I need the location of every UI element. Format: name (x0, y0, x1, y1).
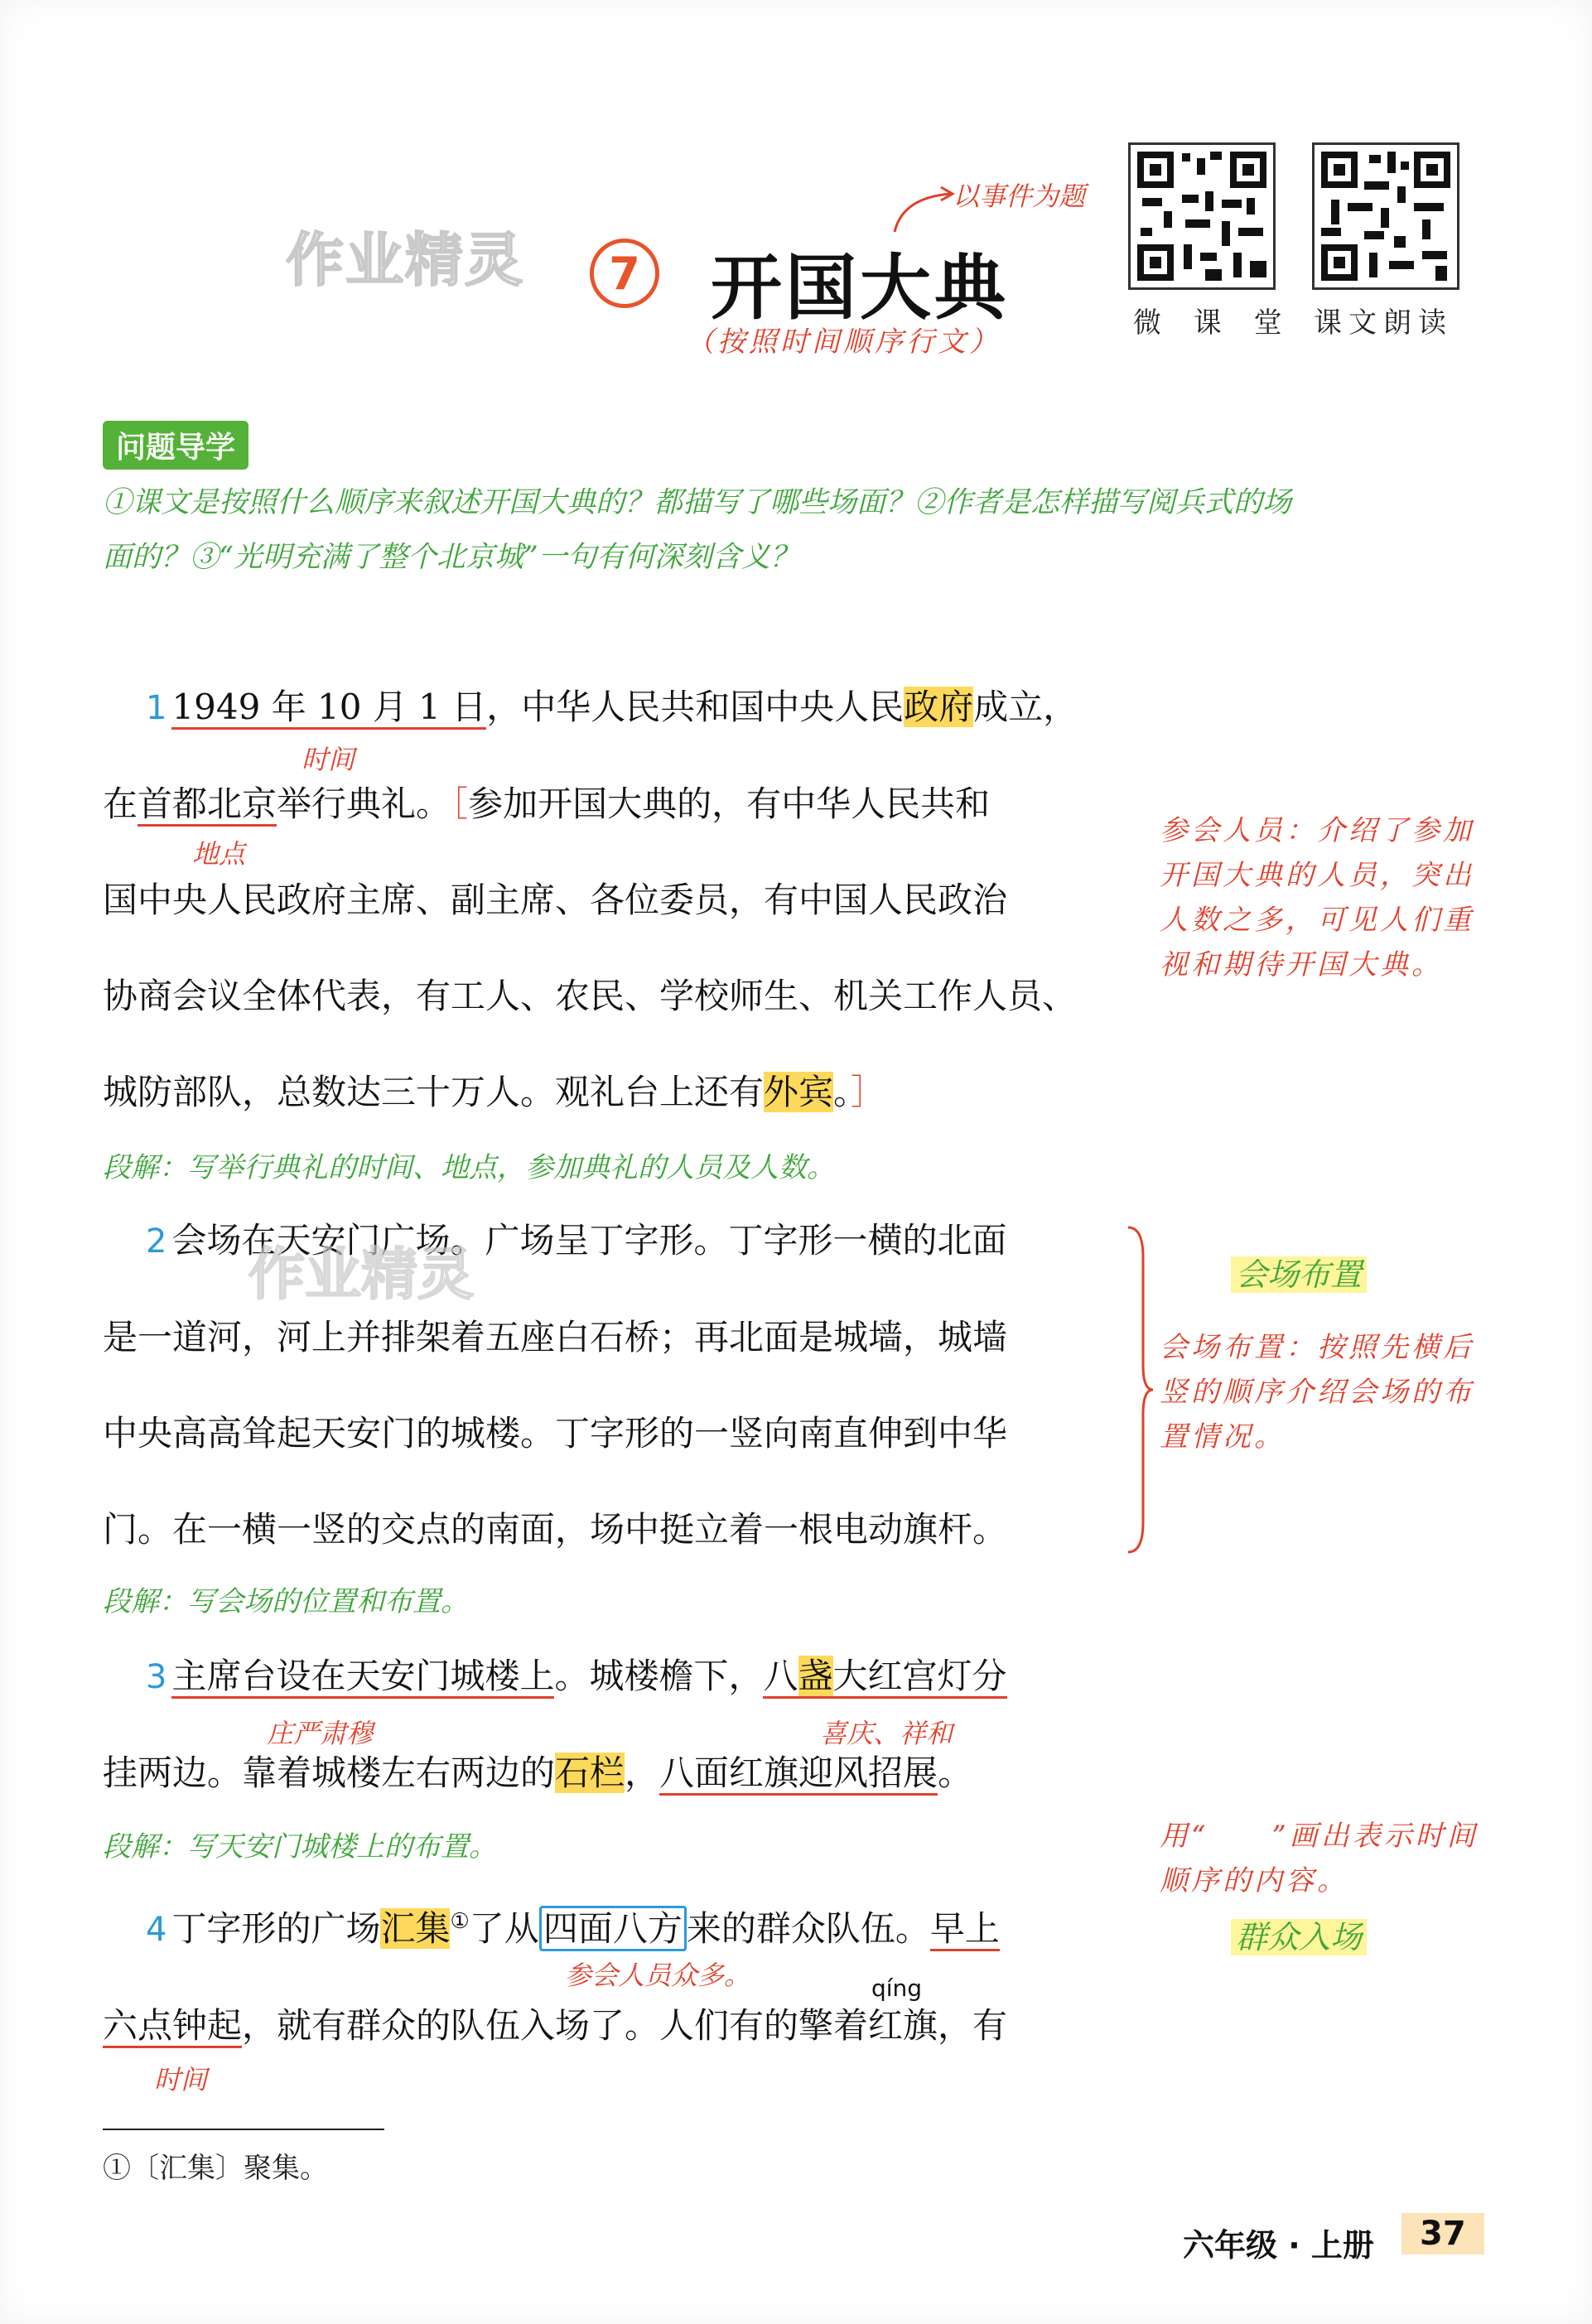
p3-underline-group (763, 1656, 1006, 1699)
p4-text: 擎着红旗，有 (798, 2005, 1008, 2046)
note-crowd: 参会人员众多。 (565, 1960, 751, 1991)
p4-underline: 六点钟起 (103, 2005, 242, 2048)
p3-text: 挂两边。靠着城楼左右两边的 (103, 1753, 556, 1793)
paragraph-number: 2 (146, 1222, 167, 1261)
p1-text: ，中华人民共和国中央人民 (486, 687, 905, 727)
grade-label: 六年级 · 上册 (1183, 2227, 1374, 2264)
p2-line2: 是一道河，河上并排架着五座白石桥；再北面是城墙，城墙 (103, 1317, 1008, 1357)
guide-question-line2: 面的？③“光明充满了整个北京城”一句有何深刻含义？ (103, 541, 799, 574)
p1-date: 1949 年 10 月 1 日 (171, 687, 486, 730)
p1-line3: 国中央人民政府主席、副主席、各位委员，有中国人民政治 (103, 880, 1008, 920)
guide-question-line1: ①课文是按照什么顺序来叙述开国大典的？都描写了哪些场面？②作者是怎样描写阅兵式的场 (103, 486, 1292, 519)
brace-icon (1123, 1224, 1156, 1555)
label-venue (1231, 1249, 1367, 1295)
p2-text: 会场在天安门广场。广场呈丁字形。丁字形一横的北面 (171, 1220, 1007, 1261)
bracket-close: ］ (851, 1072, 886, 1112)
page-number: 37 (1401, 2213, 1484, 2254)
p3-text: 。 (938, 1753, 973, 1793)
title-note: 以事件为题 (953, 181, 1086, 212)
p3-text: 八 (763, 1656, 798, 1696)
p3-summary: 段解：写天安门城楼上的布置。 (103, 1830, 497, 1864)
guide-tag: 问题导学 (103, 421, 248, 470)
p3-text: 。城楼檐下， (554, 1656, 764, 1696)
p1-text: 。 (833, 1072, 851, 1112)
note-time-2: 时间 (154, 2064, 208, 2095)
paragraph-number: 4 (146, 1911, 167, 1949)
p1-summary: 段解：写举行典礼的时间、地点，参加典礼的人员及人数。 (103, 1151, 835, 1184)
p4-underline: 早上 (930, 1908, 1000, 1951)
p2-line4: 门。在一横一竖的交点的南面，场中挺立着一根电动旗杆。 (103, 1509, 1008, 1550)
p1-line1 (103, 659, 1122, 756)
p4-text: 了从 (469, 1908, 539, 1949)
p3-text: 大红宫灯分 (832, 1656, 1007, 1696)
paragraph-number: 1 (146, 689, 167, 727)
p1-highlight: 外宾 (764, 1072, 834, 1112)
qr-label-micro-class: 微 课 堂 (1133, 306, 1294, 340)
p1-text: 参加开国大典的，有中华人民共和 (468, 784, 991, 824)
paragraph-number: 3 (146, 1658, 167, 1696)
side-note-instruction: 用“ ”画出表示时间顺序的内容。 (1160, 1820, 1479, 1897)
p3-line2 (103, 1725, 1122, 1821)
title-note-arrow-icon (886, 181, 961, 239)
lesson-title: 开国大典 (711, 246, 1009, 330)
note-solemn: 庄严肃穆 (267, 1718, 374, 1749)
bracket-open: ［ (451, 784, 469, 824)
qr-code-reading[interactable] (1312, 142, 1459, 290)
p1-highlight: 政府 (904, 687, 974, 727)
p3-line1 (103, 1628, 1122, 1725)
p4-highlight: 汇集 (380, 1908, 451, 1949)
p4-boxed: 四面八方 (539, 1906, 687, 1951)
p3-highlight: 盏 (798, 1656, 833, 1696)
qr-label-reading: 课文朗读 (1314, 306, 1453, 340)
p4-text: 来的群众队伍。 (686, 1908, 930, 1949)
watermark-overlay: 作业精灵 (248, 1242, 475, 1308)
side-note-venue: 会场布置：按照先横后竖的顺序介绍会场的布置情况。 (1160, 1331, 1474, 1454)
p2-line3: 中央高高耸起天安门的城楼。丁字形的一竖向南直伸到中华 (103, 1413, 1008, 1454)
note-time: 时间 (302, 744, 355, 775)
p3-underline: 主席台设在天安门城楼上 (171, 1656, 554, 1699)
lesson-number: 7 (590, 239, 659, 308)
p4-text: 丁字形的广场 (171, 1908, 381, 1949)
footnote-ref[interactable]: ① (450, 1909, 470, 1934)
pinyin-annotation: qíng (871, 1974, 923, 2002)
p1-text: 在 (103, 784, 138, 824)
p1-text: 举行典礼。 (277, 784, 451, 824)
label-crowd-entry (1231, 1912, 1367, 1957)
p1-line5 (103, 1044, 1122, 1140)
p3-highlight: 石栏 (555, 1753, 625, 1793)
paragraph-1 (103, 659, 1122, 1140)
footnote: ①〔汇集〕聚集。 (103, 2152, 328, 2185)
p1-text: 成立， (973, 687, 1078, 727)
label-crowd-entry-text: 群众入场 (1231, 1919, 1367, 1955)
qr-code-micro-class[interactable] (1128, 142, 1276, 290)
p3-underline: 八面红旗迎风招展 (659, 1753, 938, 1796)
p4-text: ，就有群众的队伍入场了。人们有的 (242, 2005, 799, 2046)
note-place: 地点 (192, 838, 246, 870)
p1-text: 城防部队，总数达三十万人。观礼台上还有 (103, 1072, 765, 1112)
footnote-divider (103, 2129, 384, 2130)
p3-text: ， (625, 1753, 660, 1793)
p1-line4: 协商会议全体代表，有工人、农民、学校师生、机关工作人员、 (103, 976, 1078, 1016)
note-festive: 喜庆、祥和 (820, 1718, 953, 1749)
p1-line2 (103, 756, 1122, 852)
label-venue-text: 会场布置 (1231, 1256, 1367, 1293)
watermark: 作业精灵 (286, 226, 524, 294)
p2-summary: 段解：写会场的位置和布置。 (103, 1585, 469, 1618)
side-note-attendees: 参会人员：介绍了参加开国大典的人员，突出人数之多，可见人们重视和期待开国大典。 (1160, 814, 1474, 981)
paragraph-3 (103, 1628, 1122, 1821)
title-subtitle: （按照时间顺序行文） (686, 325, 1001, 359)
p1-place: 首都北京 (137, 784, 277, 827)
